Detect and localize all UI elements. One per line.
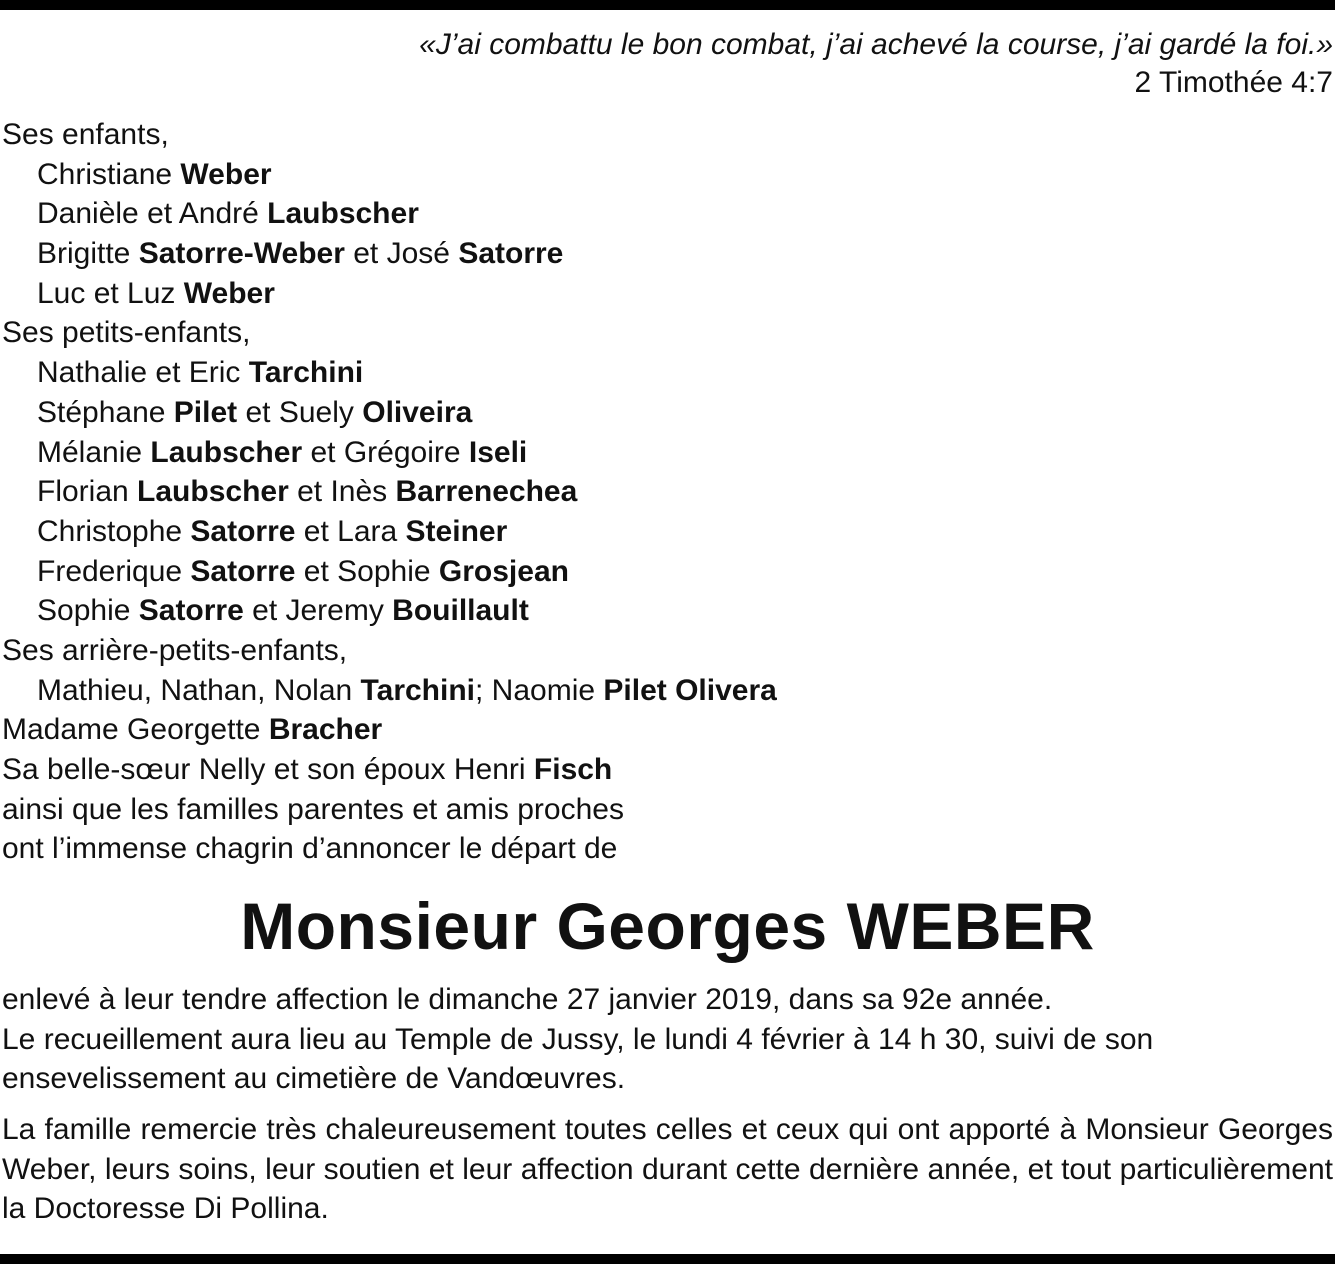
bottom-rule	[0, 1254, 1335, 1264]
child-entry: Christiane Weber	[37, 157, 272, 191]
child-entry: Luc et Luz Weber	[37, 276, 275, 310]
announcement-details	[2, 980, 1333, 1099]
child-entry: Danièle et André Laubscher	[37, 197, 419, 231]
grandchild-entry: Frederique Satorre et Sophie Grosjean	[37, 554, 569, 588]
deceased-name: Monsieur Georges WEBER	[240, 889, 1095, 963]
grandchildren-heading: Ses petits-enfants,	[2, 316, 251, 350]
grandchild-entry: Nathalie et Eric Tarchini	[37, 356, 364, 390]
grandchild-entry: Florian Laubscher et Inès Barrenechea	[37, 475, 578, 509]
grandchild-entry: Sophie Satorre et Jeremy Bouillault	[37, 594, 529, 628]
relative-entry: Madame Georgette Bracher	[2, 713, 383, 747]
children-heading: Ses enfants,	[2, 118, 169, 151]
relative-entry: Sa belle-sœur Nelly et son époux Henri Fisch	[2, 753, 613, 786]
ceremony-info: Le recueillement aura lieu au Temple de Jussy, le lundi 4 février à 14 h 30, suivi de son ensevelissement au cimetière de Vandœuvres.	[2, 1022, 1154, 1096]
family-list	[2, 115, 1332, 869]
death-date-line: enlevé à leur tendre affection le dimanche 27 janvier 2019, dans sa 92e année.	[2, 983, 1053, 1016]
closing-line: ainsi que les familles parentes et amis proches	[2, 792, 624, 826]
epigraph	[419, 26, 1333, 102]
closing-line: ont l’immense chagrin d’annoncer le départ de	[2, 832, 618, 866]
great-grandchildren-entry: Mathieu, Nathan, Nolan Tarchini; Naomie Pilet Olivera	[37, 673, 777, 707]
great-grandchildren-heading: Ses arrière-petits-enfants,	[2, 633, 348, 667]
bible-reference: 2 Timothée 4:7	[1134, 66, 1333, 99]
child-entry: Brigitte Satorre-Weber et José Satorre	[37, 237, 564, 271]
top-rule	[0, 0, 1335, 10]
grandchild-entry: Mélanie Laubscher et Grégoire Iseli	[37, 435, 528, 469]
bible-quote: «J’ai combattu le bon combat, j’ai achevé la course, j’ai gardé la foi.»	[419, 28, 1333, 61]
grandchild-entry: Stéphane Pilet et Suely Oliveira	[37, 395, 473, 429]
grandchild-entry: Christophe Satorre et Lara Steiner	[37, 514, 508, 548]
thanks-paragraph: La famille remercie très chaleureusement toutes celles et ceux qui ont apporté à Monsieur Georges Weber, leurs soins, leur soutien et leur affection durant cette dernière année, et tout particulièrement la Doctoresse Di Pollina.	[2, 1113, 1333, 1226]
